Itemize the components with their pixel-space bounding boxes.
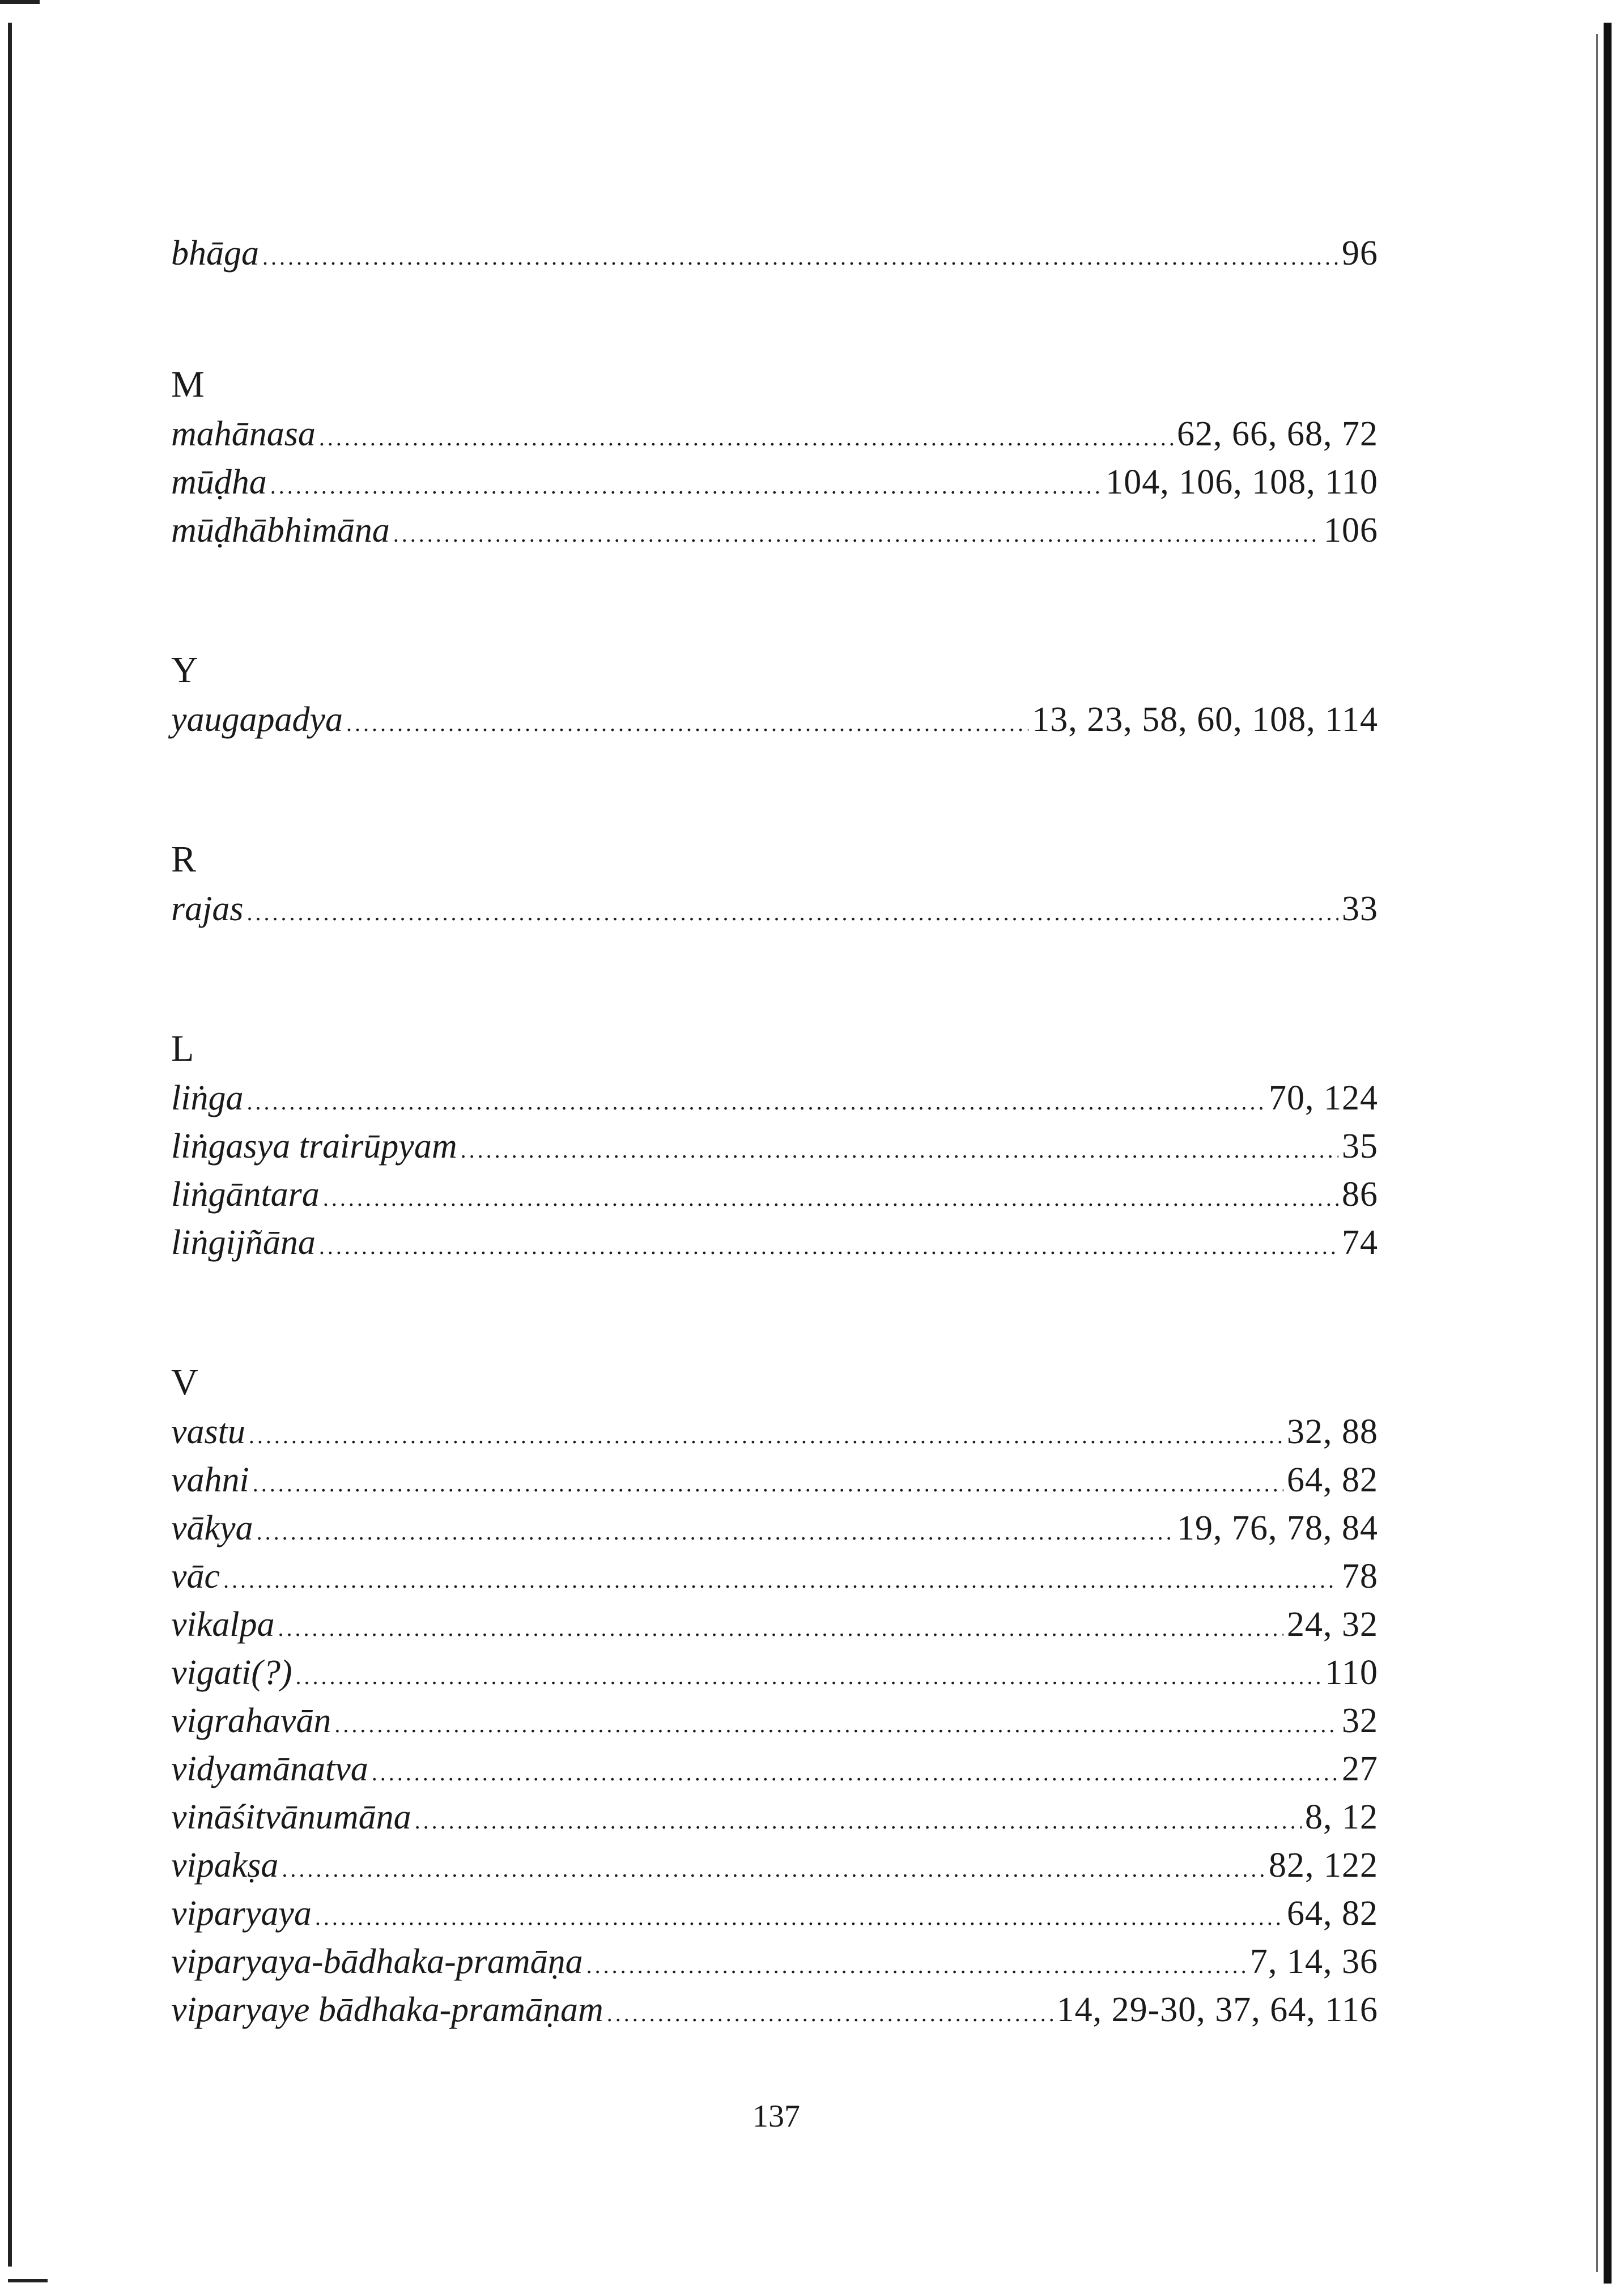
entry-term: viparyaya-bādhaka-pramāṇa <box>171 1942 583 1981</box>
entry-pages: 33 <box>1342 890 1378 928</box>
section-letter: R <box>171 839 197 880</box>
entry-term: vigrahavān <box>171 1702 331 1740</box>
index-entry <box>171 1123 1378 1171</box>
entry-term: vipakṣa <box>171 1846 279 1885</box>
index-entry <box>171 1649 1378 1697</box>
leader-dots <box>270 462 1103 510</box>
leader-dots <box>586 1941 1247 1989</box>
entry-pages: 64, 82 <box>1287 1461 1378 1499</box>
entry-pages: 86 <box>1342 1175 1378 1214</box>
index-entry <box>171 1456 1378 1504</box>
leader-dots <box>253 1460 1283 1508</box>
index-entry <box>171 229 1378 278</box>
leader-dots <box>246 1078 1265 1126</box>
scan-edge-right-thin <box>1596 34 1598 2272</box>
entry-pages: 27 <box>1342 1750 1378 1788</box>
entry-term: vastu <box>171 1413 245 1451</box>
leader-dots <box>323 1174 1338 1222</box>
index-list <box>171 229 1378 2034</box>
index-entry <box>171 1938 1378 1986</box>
entry-term: liṅgijñāna <box>171 1223 316 1262</box>
leader-dots <box>246 888 1338 937</box>
index-entry <box>171 885 1378 933</box>
leader-dots <box>257 1508 1174 1556</box>
index-entry <box>171 1890 1378 1938</box>
leader-dots <box>415 1797 1302 1845</box>
index-section-m <box>171 363 1378 555</box>
entry-term: mūḍhābhimāna <box>171 511 390 550</box>
page-number: 137 <box>753 2099 800 2134</box>
entry-pages: 24, 32 <box>1287 1605 1378 1644</box>
index-entry <box>171 1793 1378 1842</box>
leader-dots <box>282 1845 1265 1893</box>
leader-dots <box>319 414 1174 462</box>
entry-pages: 35 <box>1342 1127 1378 1166</box>
entry-term: rajas <box>171 890 244 928</box>
index-entry <box>171 696 1378 744</box>
leader-dots <box>334 1700 1338 1749</box>
entry-term: mūḍha <box>171 463 267 501</box>
index-entry <box>171 1074 1378 1123</box>
index-entry <box>171 1219 1378 1267</box>
entry-pages: 104, 106, 108, 110 <box>1106 463 1378 501</box>
index-section-r <box>171 837 1378 933</box>
entry-pages: 62, 66, 68, 72 <box>1177 415 1378 453</box>
index-section-v <box>171 1360 1378 2034</box>
index-entry <box>171 1553 1378 1601</box>
index-entry <box>171 1745 1378 1793</box>
entry-term: vidyamānatva <box>171 1750 368 1788</box>
entry-pages: 7, 14, 36 <box>1250 1942 1378 1981</box>
leader-dots <box>223 1556 1338 1604</box>
entry-pages: 14, 29-30, 37, 64, 116 <box>1056 1991 1378 2029</box>
entry-pages: 106 <box>1324 511 1378 550</box>
leader-dots <box>249 1411 1283 1460</box>
entry-pages: 110 <box>1325 1653 1378 1692</box>
entry-term: vikalpa <box>171 1605 275 1644</box>
entry-term: vigati(?) <box>171 1653 292 1692</box>
entry-pages: 19, 76, 78, 84 <box>1177 1509 1378 1547</box>
entry-pages: 96 <box>1342 234 1378 273</box>
entry-pages: 74 <box>1342 1223 1378 1262</box>
index-entry <box>171 507 1378 555</box>
entry-pages: 32 <box>1342 1702 1378 1740</box>
leader-dots <box>372 1749 1338 1797</box>
leader-dots <box>315 1893 1283 1941</box>
index-entry <box>171 1697 1378 1745</box>
leader-dots <box>461 1126 1338 1174</box>
entry-term: liṅga <box>171 1079 244 1117</box>
index-entry <box>171 1504 1378 1553</box>
entry-pages: 64, 82 <box>1287 1894 1378 1933</box>
entry-pages: 32, 88 <box>1287 1413 1378 1451</box>
index-entry <box>171 410 1378 458</box>
index-section <box>171 229 1378 278</box>
entry-pages: 82, 122 <box>1269 1846 1378 1885</box>
index-entry <box>171 1171 1378 1219</box>
scan-edge-top <box>0 0 40 4</box>
entry-pages: 13, 23, 58, 60, 108, 114 <box>1032 700 1378 739</box>
index-entry <box>171 1986 1378 2034</box>
index-section-l <box>171 1027 1378 1267</box>
entry-term: viparyaya <box>171 1894 312 1933</box>
entry-term: vāc <box>171 1557 220 1596</box>
leader-dots <box>346 699 1028 747</box>
leader-dots <box>319 1222 1338 1270</box>
entry-term: viparyaye bādhaka-pramāṇam <box>171 1991 603 2029</box>
leader-dots <box>296 1652 1322 1700</box>
entry-pages: 78 <box>1342 1557 1378 1596</box>
section-letter: Y <box>171 649 199 691</box>
leader-dots <box>262 233 1338 281</box>
leader-dots <box>393 510 1320 558</box>
entry-term: vākya <box>171 1509 253 1547</box>
index-entry <box>171 1408 1378 1456</box>
scan-edge-left <box>8 23 12 2267</box>
leader-dots <box>607 1989 1053 2038</box>
section-letter: L <box>171 1028 195 1069</box>
section-letter: V <box>171 1362 199 1403</box>
entry-term: vahni <box>171 1461 249 1499</box>
entry-term: mahānasa <box>171 415 316 453</box>
entry-term: bhāga <box>171 234 259 273</box>
entry-term: liṅgasya trairūpyam <box>171 1127 457 1166</box>
entry-pages: 70, 124 <box>1269 1079 1378 1117</box>
leader-dots <box>278 1604 1284 1652</box>
entry-term: yaugapadya <box>171 700 343 739</box>
scan-edge-right <box>1604 23 1612 2284</box>
entry-term: vināśitvānumāna <box>171 1798 411 1836</box>
entry-pages: 8, 12 <box>1305 1798 1378 1836</box>
scan-edge-bottom <box>8 2279 48 2282</box>
index-entry <box>171 458 1378 507</box>
index-entry <box>171 1601 1378 1649</box>
section-letter: M <box>171 364 205 405</box>
entry-term: liṅgāntara <box>171 1175 320 1214</box>
index-section-y <box>171 648 1378 744</box>
index-entry <box>171 1842 1378 1890</box>
